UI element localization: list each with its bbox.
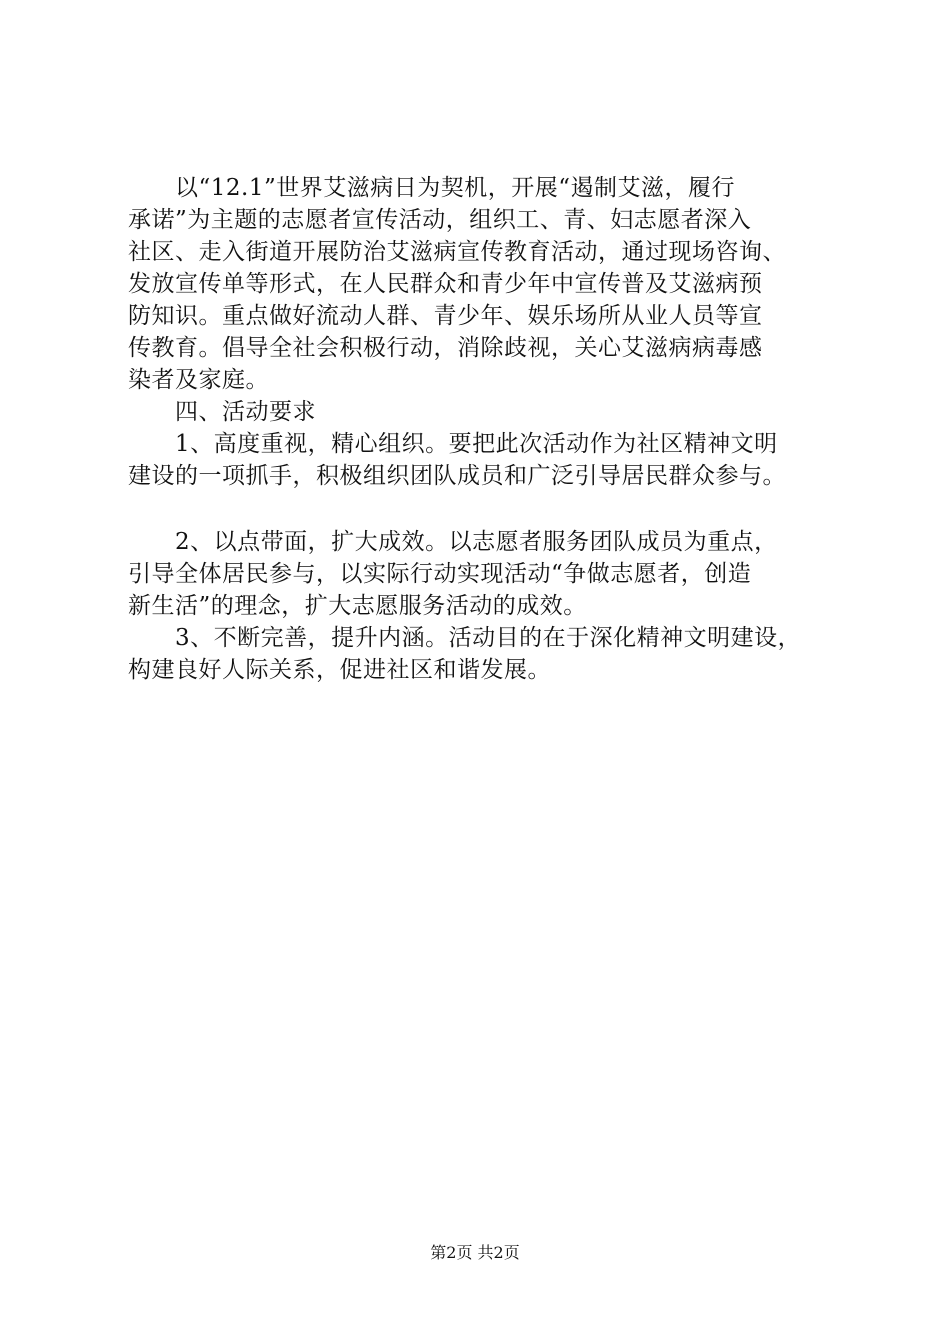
text-line: 以“12.1”世界艾滋病日为契机，开展“遏制艾滋，履行 — [128, 175, 735, 201]
text-line: 3、不断完善，提升内涵。活动目的在于深化精神文明建设， — [128, 625, 802, 651]
text-line: 染者及家庭。 — [128, 367, 269, 393]
document-body — [128, 172, 838, 686]
text-line: 建设的一项抓手，积极组织团队成员和广泛引导居民群众参与。 — [128, 463, 786, 489]
text-line: 防知识。重点做好流动人群、青少年、娱乐场所从业人员等宣 — [128, 303, 763, 329]
text-line: 传教育。倡导全社会积极行动，消除歧视，关心艾滋病病毒感 — [128, 335, 763, 361]
blank-line — [128, 492, 838, 526]
text-line: 引导全体居民参与，以实际行动实现活动“争做志愿者，创造 — [128, 561, 752, 587]
page-footer — [0, 1242, 950, 1264]
text-line: 承诺”为主题的志愿者宣传活动，组织工、青、妇志愿者深入 — [128, 207, 752, 233]
section-heading-activity-requirements — [128, 396, 838, 428]
text-line: 新生活”的理念，扩大志愿服务活动的成效。 — [128, 593, 587, 619]
section-heading: 四、活动要求 — [128, 399, 316, 425]
paragraph-aids-day-campaign — [128, 172, 838, 396]
text-line: 发放宣传单等形式，在人民群众和青少年中宣传普及艾滋病预 — [128, 271, 763, 297]
paragraph-requirement-1 — [128, 428, 838, 492]
text-line: 社区、走入街道开展防治艾滋病宣传教育活动，通过现场咨询、 — [128, 239, 786, 265]
page-indicator: 第2页 共2页 — [430, 1243, 520, 1262]
text-line: 2、以点带面，扩大成效。以志愿者服务团队成员为重点， — [128, 529, 778, 555]
text-line: 1、高度重视，精心组织。要把此次活动作为社区精神文明 — [128, 431, 778, 457]
text-line: 构建良好人际关系，促进社区和谐发展。 — [128, 657, 551, 683]
paragraph-requirement-3 — [128, 622, 838, 686]
paragraph-requirement-2 — [128, 526, 838, 622]
